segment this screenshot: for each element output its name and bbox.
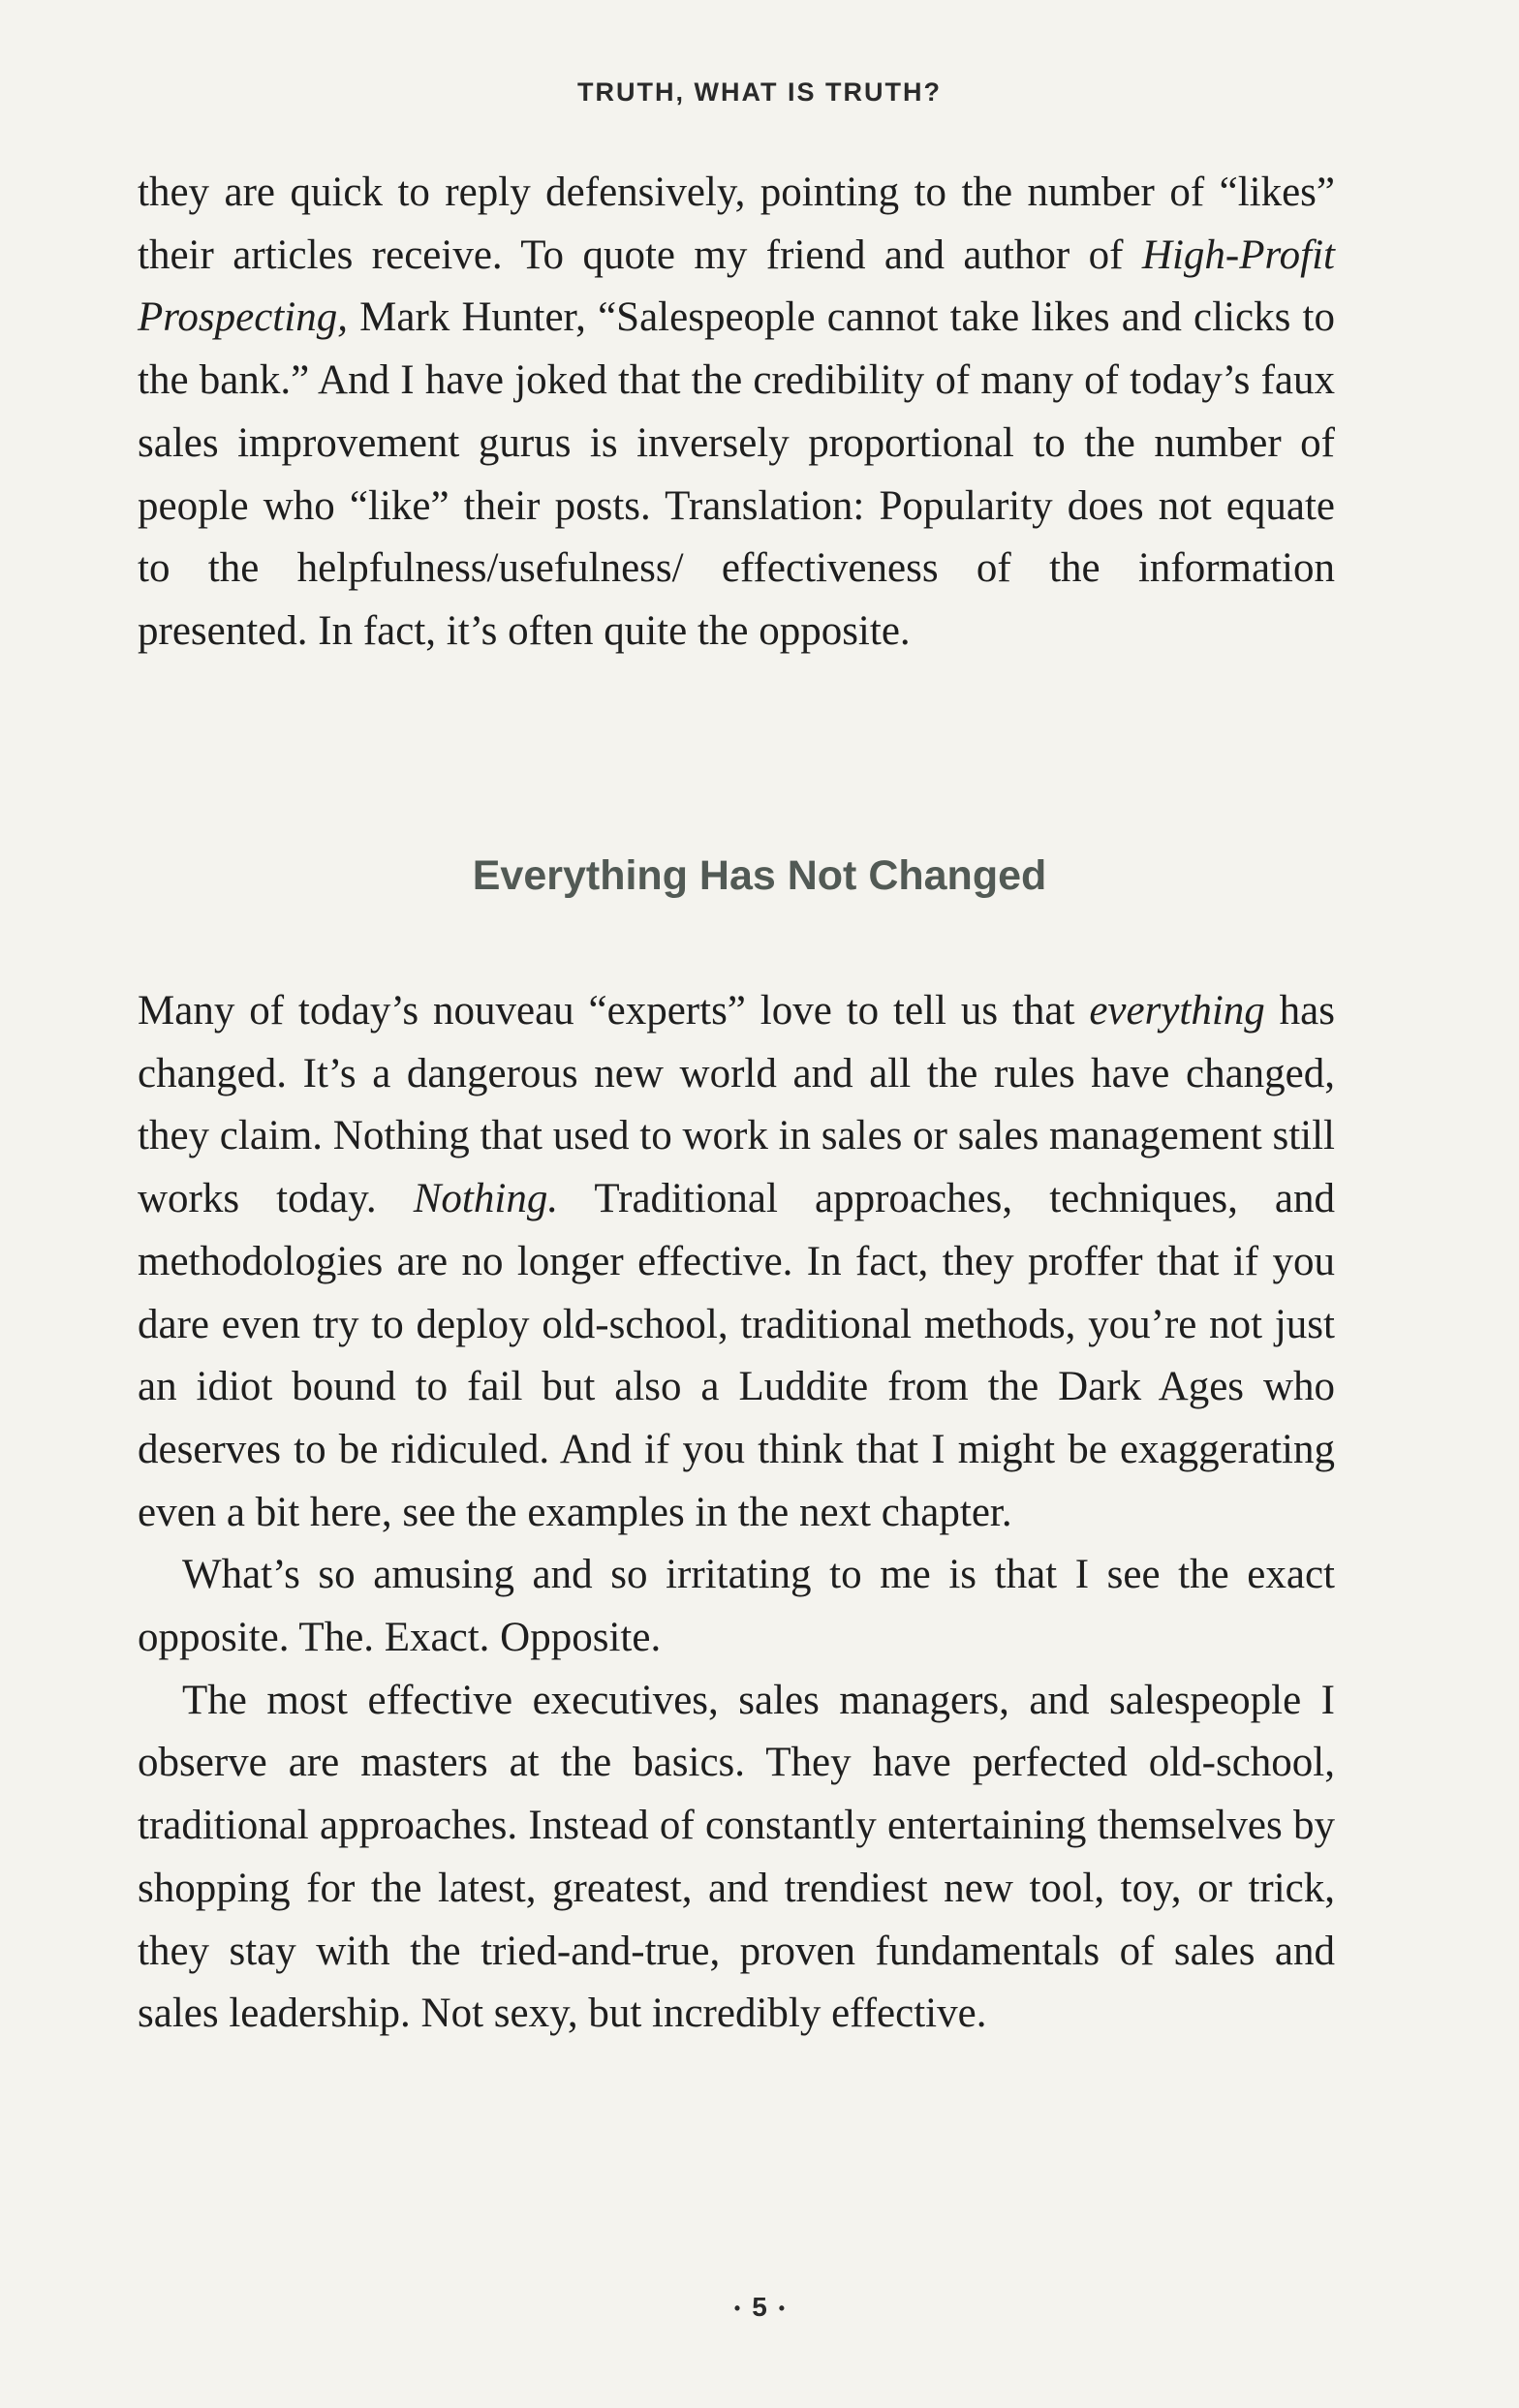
- running-head: TRUTH, WHAT IS TRUTH?: [577, 77, 942, 107]
- book-title: High-Profit Prospecting,: [138, 232, 1335, 341]
- paragraph-continued: [138, 162, 1335, 664]
- paragraph-text: Many of today’s nouveau “experts” love to tell us that: [138, 988, 1090, 1034]
- paragraph: [138, 980, 1335, 1544]
- paragraph-text: has changed. It’s a dangerous new world and all the rules have changed, they claim. Nothing that used to work in sales or sales management still works today.: [138, 988, 1335, 1222]
- body-text-section: [138, 980, 1335, 2046]
- paragraph-text: Mark Hunter, “Salespeople cannot take likes and clicks to the bank.” And I have joked that the credibility of many of today’s faux sales improvement gurus is inversely proportional to the number of people who “like” their posts. Translation: Popularity does not equate to the helpfulness/usefulness/ effectiveness of the information presented. In fact, it’s often quite the opposite.: [138, 294, 1335, 654]
- paragraph-text: they are quick to reply defensively, pointing to the number of “likes” their articles receive. To quote my friend and author of: [138, 170, 1335, 278]
- emphasis: Nothing.: [413, 1176, 559, 1222]
- page-number: 5: [752, 2292, 767, 2322]
- body-text-top: [138, 162, 1335, 664]
- section-heading: Everything Has Not Changed: [472, 852, 1047, 899]
- paragraph: The most effective executives, sales managers, and salespeople I observe are masters at the basics. They have perfected old-school, traditional approaches. Instead of constantly entertaining themselves by shopping for the latest, greatest, and trendiest new tool, toy, or trick, they stay with the tried-and-true, proven fundamentals of sales and sales leadership. Not sexy, but incredibly effective.: [138, 1677, 1335, 2037]
- bullet-icon: •: [733, 2299, 741, 2319]
- paragraph: What’s so amusing and so irritating to me is that I see the exact opposite. The. Exact. Opposite.: [138, 1552, 1335, 1661]
- emphasis: everything: [1089, 988, 1265, 1034]
- paragraph-text: Traditional approaches, techniques, and methodologies are no longer effective. In fact, they proffer that if you dare even try to deploy old-school, traditional methods, you’re not just an idiot bound to fail but also a Luddite from the Dark Ages who deserves to be ridiculed. And if you think that I might be exaggerating even a bit here, see the examples in the next chapter.: [138, 1176, 1335, 1535]
- bullet-icon: •: [778, 2299, 786, 2319]
- page-number-footer: [0, 2292, 1519, 2323]
